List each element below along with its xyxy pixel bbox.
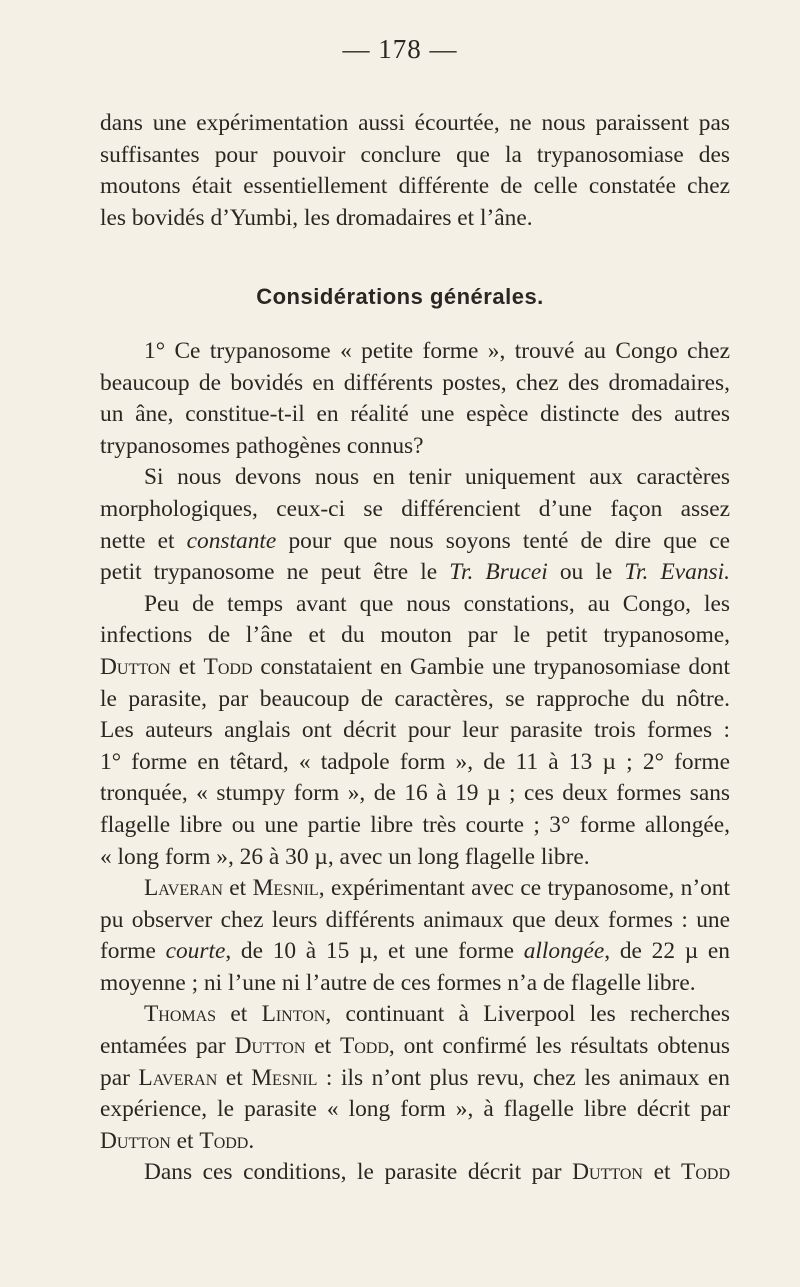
text-line: Peu de temps avant que nous constations, au Congo, les [144, 590, 730, 617]
text-line: 1° forme en têtard, « tadpole form », de 11 à 13 µ ; 2° forme [100, 748, 730, 775]
text-line: dans une expérimentation aussi écourtée, ne nous paraissent pas [100, 110, 730, 136]
text-line: le parasite, par beaucoup de caractères, se rapproche du nôtre. [100, 685, 730, 712]
author-name: Mesnil [252, 875, 319, 902]
text-run: et [642, 1159, 682, 1186]
author-name: Dutton [100, 1127, 171, 1154]
text-line: moyenne ; ni l’une ni l’autre de ces formes n’a de flagelle libre. [100, 969, 696, 996]
text-line [100, 1157, 730, 1189]
text-run: , ont confirmé les résultats obtenus [388, 1033, 730, 1060]
text-run: ou le [547, 559, 625, 586]
text-run: , expérimentant avec ce trypanosome, n’ont [318, 875, 731, 902]
author-name: Thomas [144, 1001, 217, 1028]
text-run: : ils n’ont plus revu, chez les animaux en [317, 1064, 731, 1091]
text-line: Les auteurs anglais ont décrit pour leur parasite trois formes : [100, 717, 730, 744]
text-run: forme [100, 938, 166, 965]
author-name: Todd [199, 1127, 249, 1154]
text-run: , continuant à Liverpool les recherches [325, 1001, 730, 1028]
text-line: tronquée, « stumpy form », de 16 à 19 µ ; ces deux formes sans [100, 780, 730, 807]
text-run: et [222, 875, 253, 902]
text-line: Si nous devons nous en tenir uniquement aux caractères [144, 464, 730, 491]
intro-paragraph [100, 108, 730, 234]
text-line: les bovidés d’Yumbi, les dromadaires et l’âne. [100, 204, 533, 231]
text-line [100, 873, 730, 905]
text-line: beaucoup de bovidés en différents postes, chez des dromadaires, [100, 369, 730, 396]
text-line: moutons était essentiellement différente de celle constatée chez [100, 173, 730, 200]
text-run: petit trypanosome ne peut être le [100, 559, 450, 586]
text-run: pour que nous soyons tenté de dire que ce [276, 527, 730, 554]
text-line: 1° Ce trypanosome « petite forme », trouvé au Congo chez [144, 338, 730, 364]
italic-term: courte [165, 938, 226, 965]
author-name: Dutton [572, 1159, 643, 1186]
text-run: et [170, 653, 204, 680]
text-line [100, 1031, 730, 1063]
text-run: et [216, 1001, 262, 1028]
section-heading: Considérations générales. [256, 284, 544, 309]
italic-term: constante [186, 527, 277, 554]
text-run: et [170, 1127, 200, 1154]
italic-species-name: Tr. Evansi. [624, 559, 730, 586]
text-line [100, 557, 730, 589]
author-name: Dutton [234, 1033, 306, 1060]
text-line: pu observer chez leurs différents animaux que deux formes : une [100, 906, 730, 933]
text-line [100, 1126, 730, 1158]
text-line: suffisantes pour pouvoir conclure que la trypanosomiase des [100, 141, 730, 168]
text-run: nette et [100, 527, 187, 554]
text-run: par [100, 1064, 139, 1091]
text-line: infections de l’âne et du mouton par le petit trypanosome, [100, 622, 730, 649]
text-run: et [305, 1033, 340, 1060]
text-line [100, 652, 730, 684]
page-number: — 178 — [342, 34, 458, 64]
author-name: Todd [203, 653, 253, 680]
italic-term: allongée [523, 938, 605, 965]
author-name: Laveran [144, 875, 223, 902]
text-line: « long form », 26 à 30 µ, avec un long flagelle libre. [100, 843, 590, 870]
italic-species-name: Tr. Brucei [449, 559, 548, 586]
author-name: Todd [339, 1033, 389, 1060]
text-line [100, 936, 730, 968]
text-line [100, 1063, 730, 1095]
author-name: Todd [681, 1159, 730, 1186]
author-name: Dutton [100, 653, 171, 680]
body-text [100, 336, 730, 1189]
author-name: Mesnil [251, 1064, 318, 1091]
text-run: constataient en Gambie une trypanosomiase dont [252, 653, 730, 680]
author-name: Linton [261, 1001, 326, 1028]
text-run: , de 22 µ en [604, 938, 731, 965]
text-run: et [217, 1064, 252, 1091]
text-run: Dans ces conditions, le parasite décrit par [144, 1159, 573, 1186]
text-run: , de 10 à 15 µ, et une forme [225, 938, 524, 965]
text-line: expérience, le parasite « long form », à flagelle libre décrit par [100, 1096, 730, 1123]
text-line: morphologiques, ceux-ci se différencient d’une façon assez [100, 495, 730, 522]
author-name: Laveran [138, 1064, 218, 1091]
text-line [100, 999, 730, 1031]
text-line [100, 526, 730, 558]
text-line: flagelle libre ou une partie libre très courte ; 3° forme allongée, [100, 811, 730, 838]
text-run: entamées par [100, 1033, 235, 1060]
text-line: un âne, constitue-t-il en réalité une espèce distincte des autres [100, 401, 730, 428]
text-run: . [248, 1127, 255, 1154]
text-line: trypanosomes pathogènes connus? [100, 432, 424, 459]
